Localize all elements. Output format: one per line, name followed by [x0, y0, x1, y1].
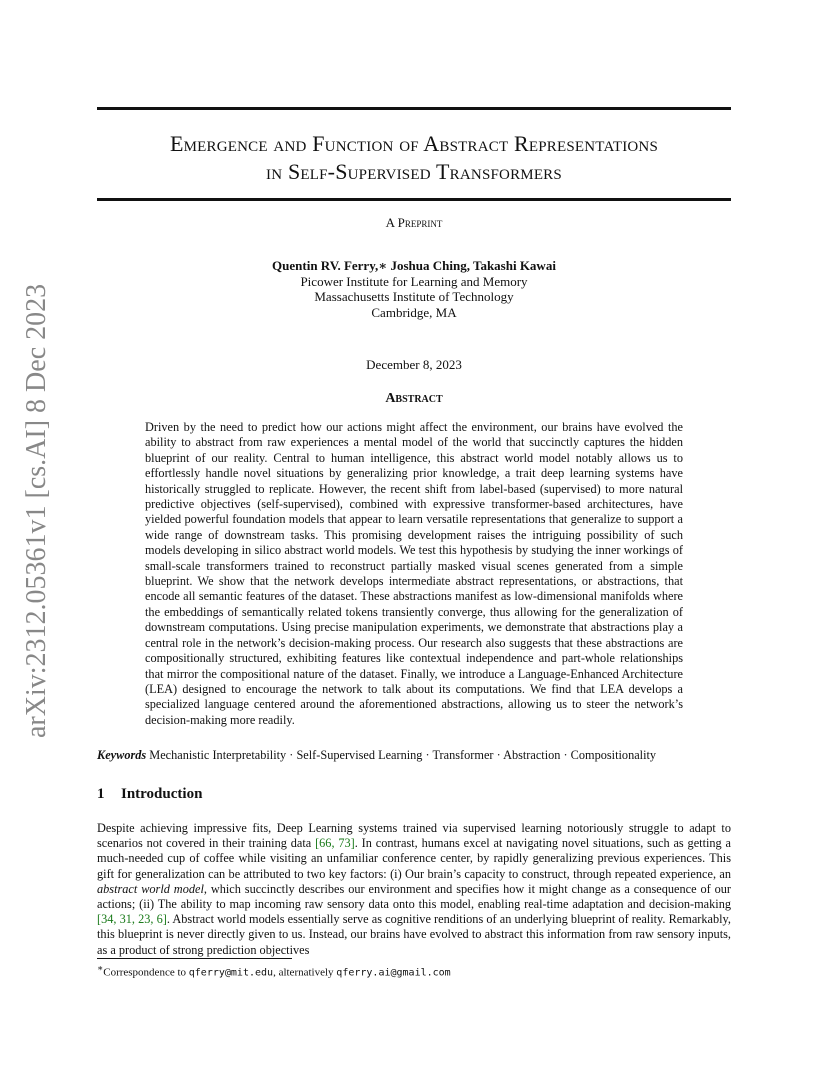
title-line-2: in Self-Supervised Transformers — [266, 159, 562, 184]
intro-text-3: , which succinctly describes our environment and specifies how it might change as a consequence of our actions; (ii) The ability to map incoming raw sensory data onto this model, enabling real-time adaptation and decision-making — [97, 881, 731, 912]
intro-text-4: . Abstract world models essentially serve as cognitive renditions of an underlying blueprint of reality. Remarkably, this blueprint is never directly given to us. Instead, our brains have evolved to abstract this information from raw sensory inputs, as a product of strong prediction objectives — [97, 912, 731, 957]
abstract-text: Driven by the need to predict how our actions might affect the environment, our brains have evolved the ability to abstract from raw experiences a mental model of the world that succinctly captures the hidden blueprint of our reality. Central to human intelligence, this abstract world model notably allows us to effortlessly handle novel situations by generalizing prior knowledge, a trait deep learning systems have historically struggled to replicate. However, the recent shift from label-based (supervised) to more natural predictive objectives (self-supervised), combined with expressive transformer-based architectures, have yielded powerful foundation models that appear to learn versatile representations that generalize to support a wide range of downstream tasks. This promising development raises the intriguing possibility of such models developing in silico abstract world models. We test this hypothesis by studying the inner workings of small-scale transformers trained to reconstruct partially masked visual scenes generated from a simple blueprint. We show that the network develops intermediate abstract representations, or abstractions, that encode all semantic features of the dataset. These abstractions manifest as low-dimensional manifolds where the embeddings of semantically related tokens transiently converge, thus allowing for the generalization of downstream computations. Using precise manipulation experiments, we demonstrate that abstractions play a central role in the network’s decision-making process. Our research also suggests that these abstractions are compositionally structured, exhibiting features like contextual independence and part-whole relationships that mirror the compositional nature of the dataset. Finally, we introduce a Language-Enhanced Architecture (LEA) designed to encourage the network to talk about its computations. We find that LEA develops a specialized language centered around the aforementioned abstractions, allowing us to steer the network’s decision-making more readily. — [145, 420, 683, 727]
affiliation-line-2: Massachusetts Institute of Technology — [314, 289, 514, 304]
keywords-label: Keywords — [97, 748, 147, 762]
section-title: Introduction — [121, 786, 203, 802]
section-number: 1 — [97, 786, 105, 802]
introduction-paragraph — [97, 821, 731, 958]
footnote-email-1[interactable]: qferry@mit.edu — [188, 967, 274, 979]
author-block — [0, 258, 828, 320]
section-heading-introduction — [97, 786, 202, 803]
preprint-label: A Preprint — [385, 215, 443, 230]
intro-emphasis: abstract world model — [97, 881, 204, 896]
footnote-text-2: , alternatively — [273, 966, 337, 979]
title-bottom-rule — [97, 198, 731, 201]
title-line-1: Emergence and Function of Abstract Representations — [169, 131, 658, 156]
keywords-text: Mechanistic Interpretability · Self-Supervised Learning · Transformer · Abstraction · Compositionality — [149, 748, 657, 762]
affiliation-line-1: Picower Institute for Learning and Memory — [300, 273, 528, 289]
intro-text-1: Despite achieving impressive fits, Deep Learning systems trained via supervised learning notoriously struggle to adapt to scenarios not covered in their training data — [97, 821, 731, 851]
abstract-heading: Abstract — [385, 391, 443, 406]
affiliation-line-3: Cambridge, MA — [371, 304, 457, 320]
footnote-email-2[interactable]: qferry.ai@gmail.com — [336, 967, 451, 979]
citation-link-1[interactable]: [66, 73] — [315, 836, 355, 851]
arxiv-stamp-text: arXiv:2312.05361v1 [cs.AI] 8 Dec 2023 — [21, 283, 52, 738]
paper-date: December 8, 2023 — [366, 357, 462, 372]
footnote-rule — [97, 958, 292, 959]
title-top-rule — [97, 107, 731, 110]
citation-link-2[interactable]: [34, 31, 23, 6] — [97, 912, 167, 927]
footnote-marker: ∗ — [97, 963, 104, 973]
footnote-text-1: Correspondence to — [103, 966, 189, 979]
intro-text-2: . In contrast, humans excel at navigating novel situations, such as getting a much-needed cup of coffee while visiting an unfamiliar conference center, by rapidly generalizing previous experiences. This gift for generalization can be attributed to two key factors: (i) Our brain’s capacity to construct, through repeated experience, an — [97, 836, 731, 881]
paper-title — [97, 130, 731, 186]
keywords-line — [97, 748, 731, 763]
author-names: Quentin RV. Ferry,∗ Joshua Ching, Takashi Kawai — [272, 258, 556, 273]
footnote — [97, 963, 731, 979]
